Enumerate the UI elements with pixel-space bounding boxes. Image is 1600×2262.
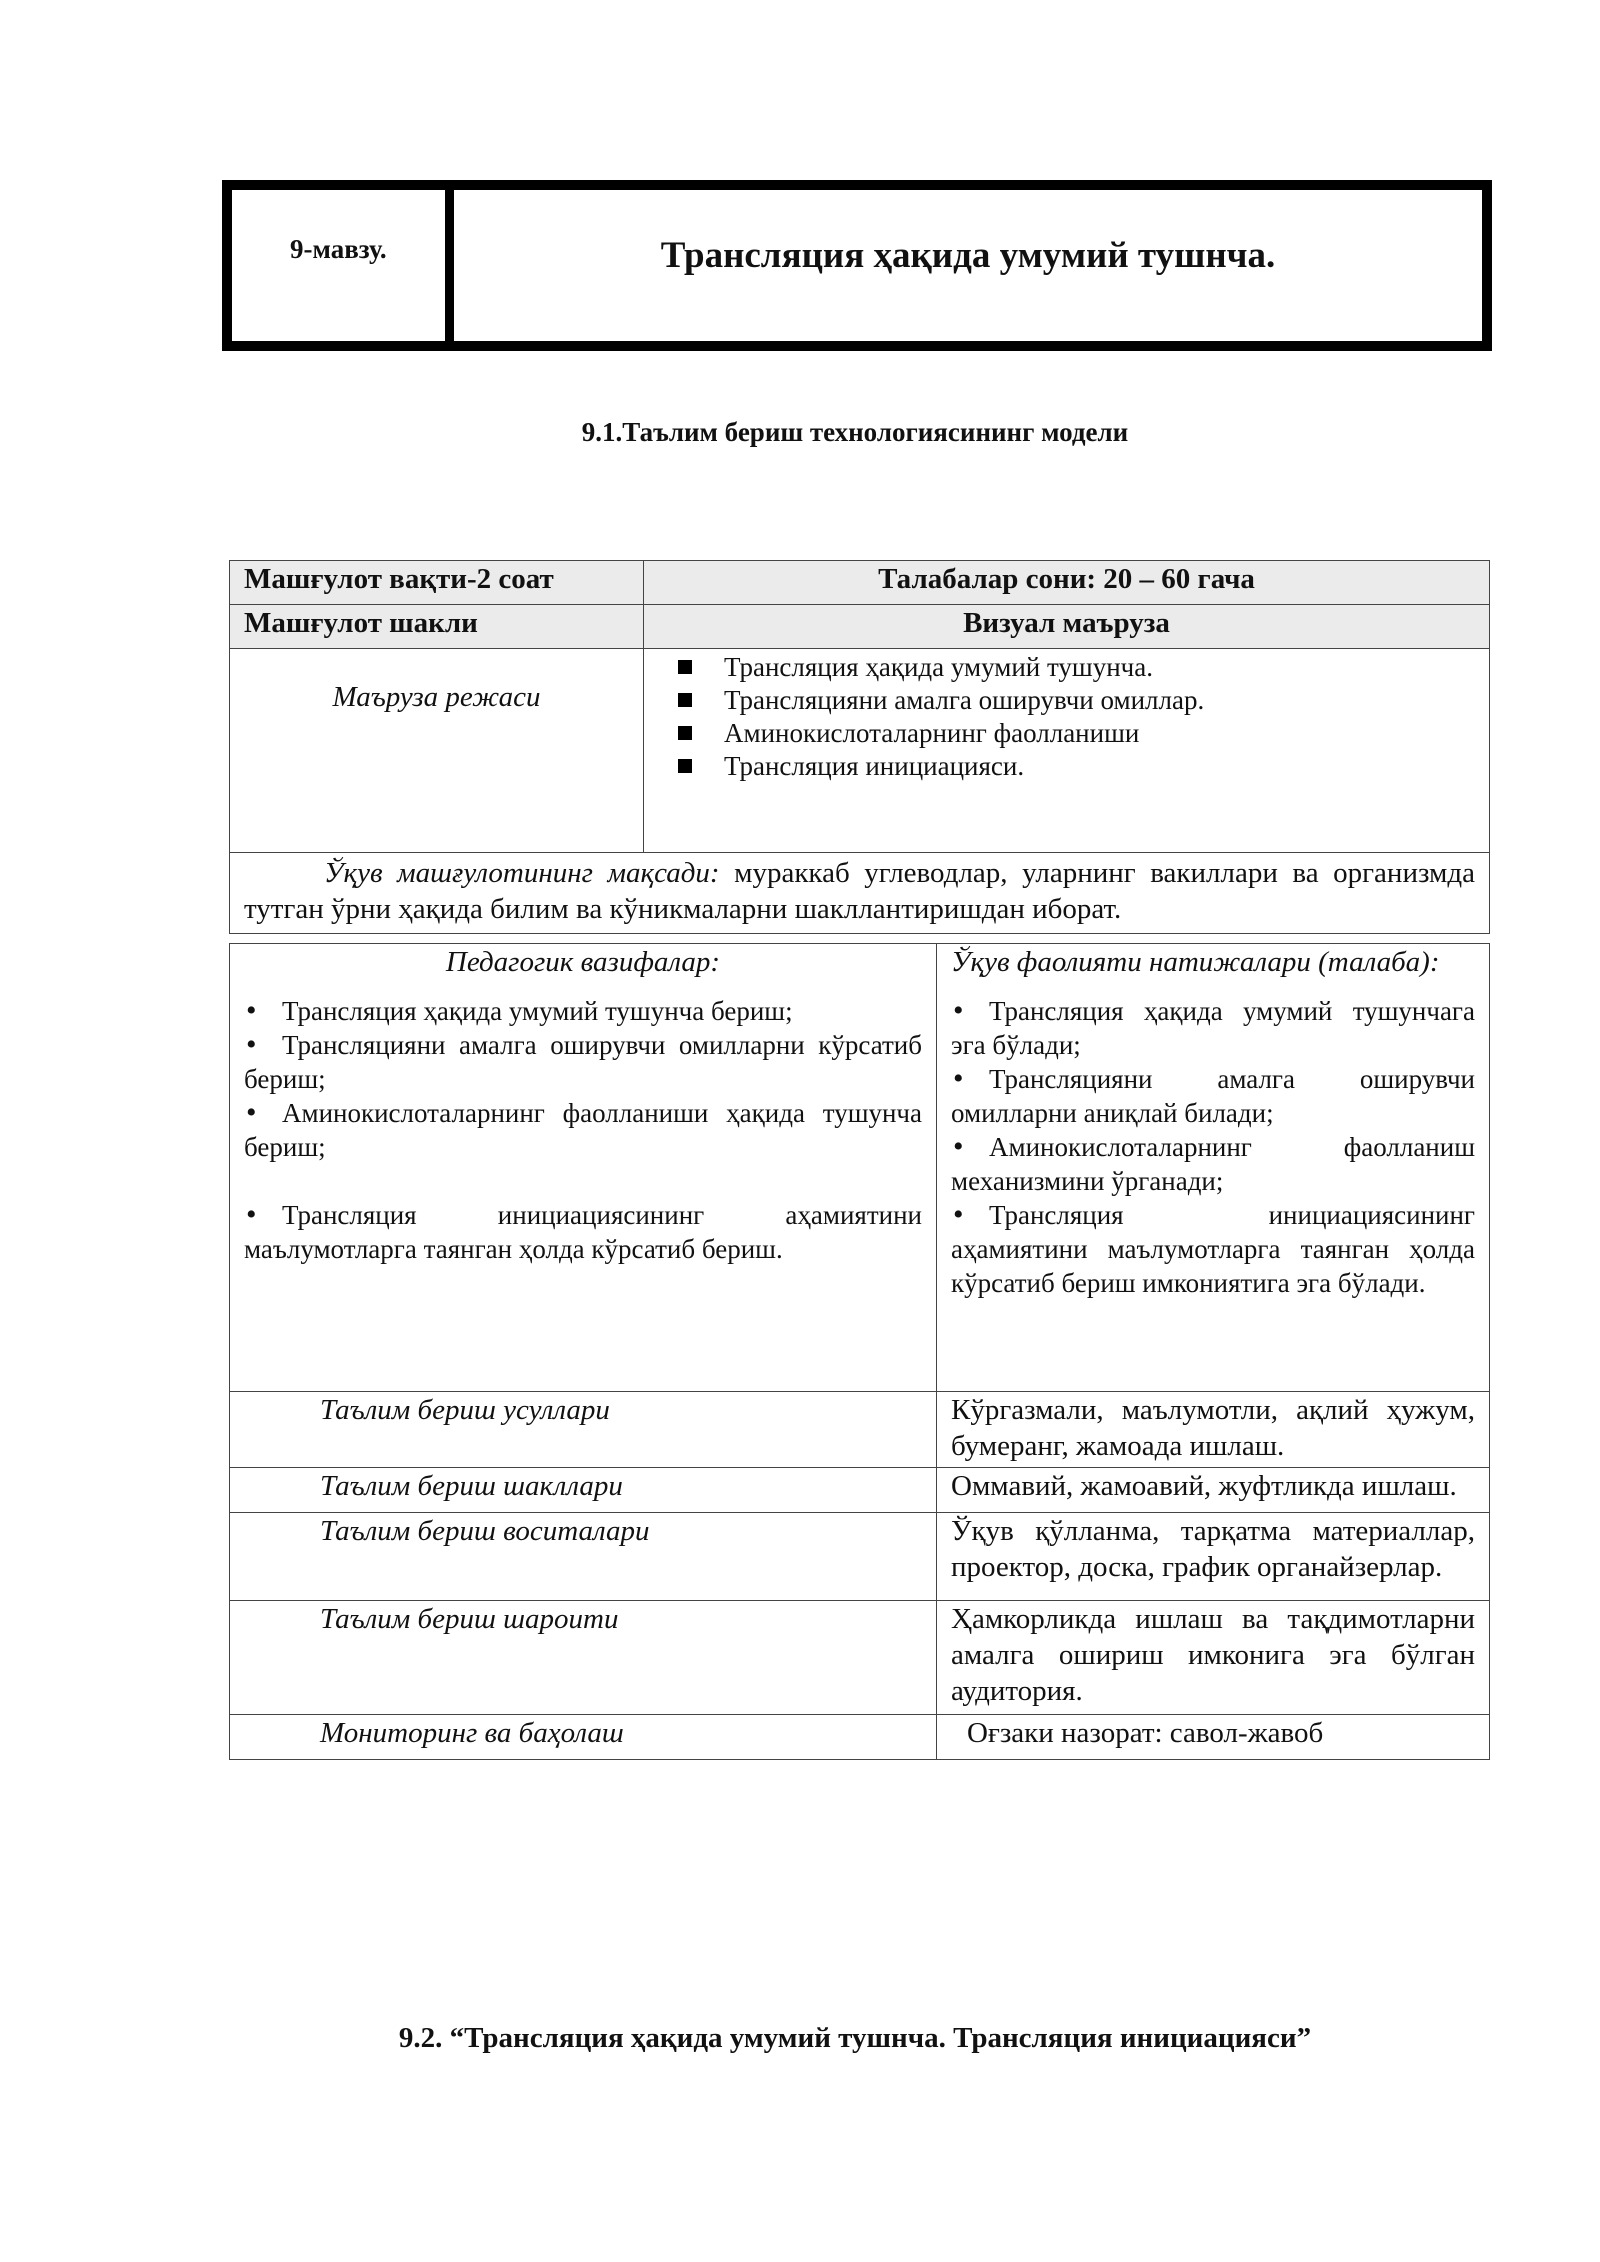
table-row-label: Таълим бериш воситалари: [230, 1513, 937, 1601]
list-item: Трансляцияни амалга оширувчи омиллар.: [724, 684, 1475, 717]
students-count-cell: Талабалар сони: 20 – 60 гача: [644, 561, 1490, 605]
topic-header-box: [222, 180, 1492, 351]
lesson-model-table: [229, 560, 1490, 934]
list-item: Трансляция ҳақида умумий тушунча.: [724, 651, 1475, 684]
list-item: • Трансляция ҳақида умумий тушунча бериш;: [244, 994, 922, 1028]
plan-list: [658, 649, 1475, 783]
learning-results-cell: [937, 944, 1490, 1392]
pedagogical-tasks-cell: [230, 944, 937, 1392]
list-item: • Трансляция ҳақида умумий тушунчага эга бўлади;: [951, 994, 1475, 1062]
list-item: • Аминокислоталарнинг фаолланиш механизмини ўрганади;: [951, 1130, 1475, 1198]
goal-cell: [230, 853, 1490, 934]
table-row-value: Оғзаки назорат: савол-жавоб: [937, 1715, 1490, 1760]
table-row-label: Таълим бериш усуллари: [230, 1392, 937, 1468]
topic-title: Трансляция ҳақида умумий тушнча.: [660, 235, 1276, 276]
list-item: • Трансляцияни амалга оширувчи омилларни кўрсатиб бериш;: [244, 1028, 922, 1096]
lesson-details-table: [229, 943, 1490, 1760]
list-item: Аминокислоталарнинг фаолланиши: [724, 717, 1475, 750]
plan-label: Маъруза режаси: [332, 681, 541, 713]
plan-label-cell: [230, 649, 644, 853]
list-item: • Аминокислоталарнинг фаолланиши ҳақида тушунча бериш;: [244, 1096, 922, 1164]
section-1-title: 9.1.Таълим бериш технологиясининг модели: [581, 417, 1129, 447]
table-row-label: Мониторинг ва баҳолаш: [230, 1715, 937, 1760]
tasks-header: Педагогик вазифалар:: [445, 946, 721, 978]
list-item: • Трансляцияни амалга оширувчи омилларни аниқлай билади;: [951, 1062, 1475, 1130]
lesson-time-cell: Машғулот вақти-2 соат: [230, 561, 644, 605]
goal-label: Ўқув машғулотининг мақсади:: [324, 857, 720, 889]
table-row-label: Таълим бериш шакллари: [230, 1468, 937, 1513]
results-header: Ўқув фаолияти натижалари (талаба):: [951, 946, 1440, 978]
goal-text: мураккаб углеводлар, уларнинг вакиллари ва организмда тутган ўрни ҳақида билим ва кўникмаларни шакллантиришдан иборат.: [244, 857, 1475, 925]
topic-number: 9-мавзу.: [232, 190, 454, 341]
tasks-list: [244, 994, 922, 1266]
table-row-value: Оммавий, жамоавий, жуфтликда ишлаш.: [937, 1468, 1490, 1513]
list-item: Трансляция инициацияси.: [724, 750, 1475, 783]
plan-items-cell: [644, 649, 1490, 853]
lesson-form-label: Машғулот шакли: [230, 605, 644, 649]
list-item: • Трансляция инициациясининг аҳамиятини маълумотларга таянган ҳолда кўрсатиб бериш имкониятига эга бўлади.: [951, 1198, 1475, 1300]
results-list: [951, 994, 1475, 1300]
table-row-label: Таълим бериш шароити: [230, 1601, 937, 1715]
lesson-form-value: Визуал маъруза: [644, 605, 1490, 649]
table-row-value: Ҳамкорликда ишлаш ва тақдимотларни амалга ошириш имконига эга бўлган аудитория.: [937, 1601, 1490, 1715]
section-2-title: 9.2. “Трансляция ҳақида умумий тушнча. Трансляция инициацияси”: [398, 2022, 1312, 2054]
table-row-value: Ўқув қўлланма, тарқатма материаллар, проектор, доска, график органайзерлар.: [937, 1513, 1490, 1601]
table-row-value: Кўргазмали, маълумотли, ақлий ҳужум, бумеранг, жамоада ишлаш.: [937, 1392, 1490, 1468]
list-item: • Трансляция инициациясининг аҳамиятини маълумотларга таянган ҳолда кўрсатиб бериш.: [244, 1198, 922, 1266]
